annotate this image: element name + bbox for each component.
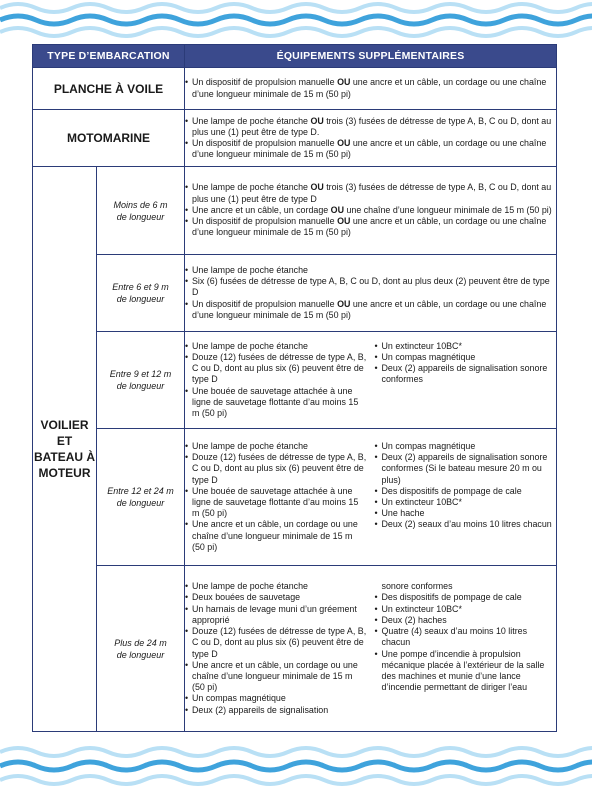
list-item: • Un extincteur 10BC* xyxy=(375,497,557,508)
list-item: • Un dispositif de propulsion manuelle OU une ancre et un câble, un cordage ou une chaîne d’une longueur minimale de 15 m (50 pi) xyxy=(185,77,556,99)
equipment-planche-a-voile xyxy=(185,68,557,110)
equipment-plus-24m xyxy=(185,566,557,732)
list-item: • Un dispositif de propulsion manuelle OU une ancre et un câble, un cordage ou une chaîne d’une longueur minimale de 15 m (50 pi) xyxy=(185,216,556,238)
size-12-24m xyxy=(97,429,185,566)
size-plus-24m xyxy=(97,566,185,732)
category-motomarine: MOTOMARINE xyxy=(33,110,185,167)
category-planche-a-voile: PLANCHE À VOILE xyxy=(33,68,185,110)
list-item: • Une lampe de poche étanche OU trois (3) fusées de détresse de type A, B, C ou D, dont au plus une (1) peut être de type D. xyxy=(185,116,556,138)
list-item: • Deux bouées de sauvetage xyxy=(185,592,367,603)
list-item: • Des dispositifs de pompage de cale xyxy=(375,486,557,497)
size-label-line: Moins de 6 m xyxy=(113,199,168,210)
list-item: • Une lampe de poche étanche xyxy=(185,441,367,452)
size-label-line: de longueur xyxy=(116,294,165,304)
list-item: • Des dispositifs de pompage de cale xyxy=(375,592,557,603)
list-item: • Deux (2) appareils de signalisation sonore conformes (Si le bateau mesure 20 m ou plus) xyxy=(375,452,557,486)
size-label-line: Plus de 24 m xyxy=(114,637,167,648)
category-line: ET xyxy=(56,434,73,448)
list-item: • Une lampe de poche étanche OU trois (3) fusées de détresse de type A, B, C ou D, dont au plus une (1) peut être de type D xyxy=(185,182,556,204)
list-item: • Une ancre et un câble, un cordage ou une chaîne d’une longueur minimale de 15 m (50 pi) xyxy=(185,519,367,553)
list-item: • Deux (2) haches xyxy=(375,615,557,626)
category-line: MOTEUR xyxy=(38,466,91,480)
list-item: • Un extincteur 10BC* xyxy=(375,341,557,352)
list-item: • Une hache xyxy=(375,508,557,519)
size-label-line: de longueur xyxy=(116,498,165,508)
list-item: • Une pompe d’incendie à propulsion mécanique placée à l’extérieur de la salle des machines et munie d’une lance d’incendie permettant de diriger l’eau xyxy=(375,649,557,694)
list-item: • Un dispositif de propulsion manuelle OU une ancre et un câble, un cordage ou une chaîne d’une longueur minimale de 15 m (50 pi) xyxy=(185,299,556,321)
list-item: • Une lampe de poche étanche xyxy=(185,265,556,276)
list-item: • Un dispositif de propulsion manuelle OU une ancre et un câble, un cordage ou une chaîne d’une longueur minimale de 15 m (50 pi) xyxy=(185,138,556,160)
list-item: • Un compas magnétique xyxy=(185,693,367,704)
list-item: • Un extincteur 10BC* xyxy=(375,604,557,615)
list-item: • Une lampe de poche étanche xyxy=(185,581,367,592)
bottom-wave-decoration xyxy=(0,742,592,794)
size-9-12m xyxy=(97,332,185,429)
list-item: • Quatre (4) seaux d’au moins 10 litres chacun xyxy=(375,626,557,648)
list-item: • Un compas magnétique xyxy=(375,441,557,452)
list-item: • Une ancre et un câble, un cordage OU une chaîne d’une longueur minimale de 15 m (50 pi) xyxy=(185,205,556,216)
list-item: • Une bouée de sauvetage attachée à une ligne de sauvetage flottante d’au moins 15 m (50 pi) xyxy=(185,386,367,420)
header-equipment: ÉQUIPEMENTS SUPPLÉMENTAIRES xyxy=(185,45,557,68)
size-label-line: de longueur xyxy=(116,381,165,391)
list-item: • Une lampe de poche étanche xyxy=(185,341,367,352)
equipment-12-24m xyxy=(185,429,557,566)
category-voilier-bateau-moteur xyxy=(33,167,97,732)
list-item: • Douze (12) fusées de détresse de type A, B, C ou D, dont au plus six (6) peuvent être de type D xyxy=(185,452,367,486)
size-label-line: Entre 6 et 9 m xyxy=(112,282,169,292)
equipment-6-9m xyxy=(185,255,557,332)
top-wave-decoration xyxy=(0,0,592,42)
list-item: • Deux (2) seaux d’au moins 10 litres chacun xyxy=(375,519,557,530)
category-line: BATEAU À xyxy=(33,450,96,464)
size-label-line: Entre 12 et 24 m xyxy=(107,486,174,496)
size-label-line: de longueur xyxy=(116,649,165,660)
equipment-table xyxy=(32,44,557,732)
size-label-line: de longueur xyxy=(116,211,165,222)
category-line: VOILIER xyxy=(40,418,89,432)
size-moins-6m xyxy=(97,167,185,255)
list-item: • Une ancre et un câble, un cordage ou une chaîne d’une longueur minimale de 15 m (50 pi) xyxy=(185,660,367,694)
equipment-9-12m xyxy=(185,332,557,429)
header-type: TYPE D’EMBARCATION xyxy=(33,45,185,68)
list-item: • Six (6) fusées de détresse de type A, B, C ou D, dont au plus deux (2) peuvent être de type D xyxy=(185,276,556,298)
equipment-moins-6m xyxy=(185,167,557,255)
size-label-line: Entre 9 et 12 m xyxy=(109,369,172,379)
list-item: • Douze (12) fusées de détresse de type A, B, C ou D, dont au plus six (6) peuvent être de type D xyxy=(185,626,367,660)
list-item: • Douze (12) fusées de détresse de type A, B, C ou D, dont au plus six (6) peuvent être de type D xyxy=(185,352,367,386)
size-6-9m xyxy=(97,255,185,332)
list-item: • Deux (2) appareils de signalisation xyxy=(185,705,367,716)
equipment-motomarine xyxy=(185,110,557,167)
list-item: • Un compas magnétique xyxy=(375,352,557,363)
list-item: • Deux (2) appareils de signalisation sonore conformes xyxy=(375,363,557,385)
list-item-continuation: sonore conformes xyxy=(381,581,453,592)
list-item: • Une bouée de sauvetage attachée à une ligne de sauvetage flottante d’au moins 15 m (50 pi) xyxy=(185,486,367,520)
list-item: • Un harnais de levage muni d’un gréement approprié xyxy=(185,604,367,626)
